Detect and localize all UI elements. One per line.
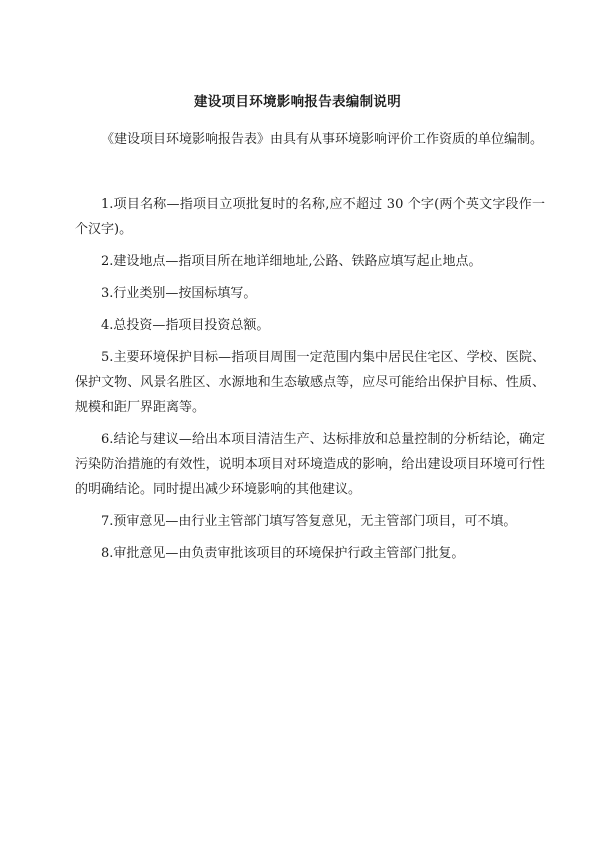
instruction-item-8: 8.审批意见—由负责审批该项目的环境保护行政主管部门批复。 [101, 546, 465, 561]
instruction-item-3: 3.行业类别—按国标填写。 [101, 286, 257, 301]
intro-paragraph: 《建设项目环境影响报告表》由具有从事环境影响评价工作资质的单位编制。 [101, 132, 544, 147]
instruction-item-5: 5.主要环境保护目标—指项目周围一定范围内集中居民住宅区、学校、医院、保护文物、风景名胜区、水源地和生态敏感点等，应尽可能给出保护目标、性质、规模和距厂界距离等。 [75, 350, 545, 415]
instruction-item-6: 6.结论与建议—给出本项目清洁生产、达标排放和总量控制的分析结论，确定污染防治措施的有效性，说明本项目对环境造成的影响，给出建设项目环境可行性的明确结论。同时提出减少环境影响的其他建议。 [75, 432, 545, 497]
instruction-item-1: 1.项目名称—指项目立项批复时的名称,应不超过 30 个字(两个英文字段作一个汉字)。 [75, 197, 545, 237]
instruction-item-2: 2.建设地点—指项目所在地详细地址,公路、铁路应填写起止地点。 [101, 254, 482, 269]
document-title: 建设项目环境影响报告表编制说明 [194, 94, 401, 110]
instruction-item-4: 4.总投资—指项目投资总额。 [101, 318, 270, 333]
instruction-item-7: 7.预审意见—由行业主管部门填写答复意见，无主管部门项目，可不填。 [101, 514, 517, 529]
instruction-list [75, 192, 545, 573]
